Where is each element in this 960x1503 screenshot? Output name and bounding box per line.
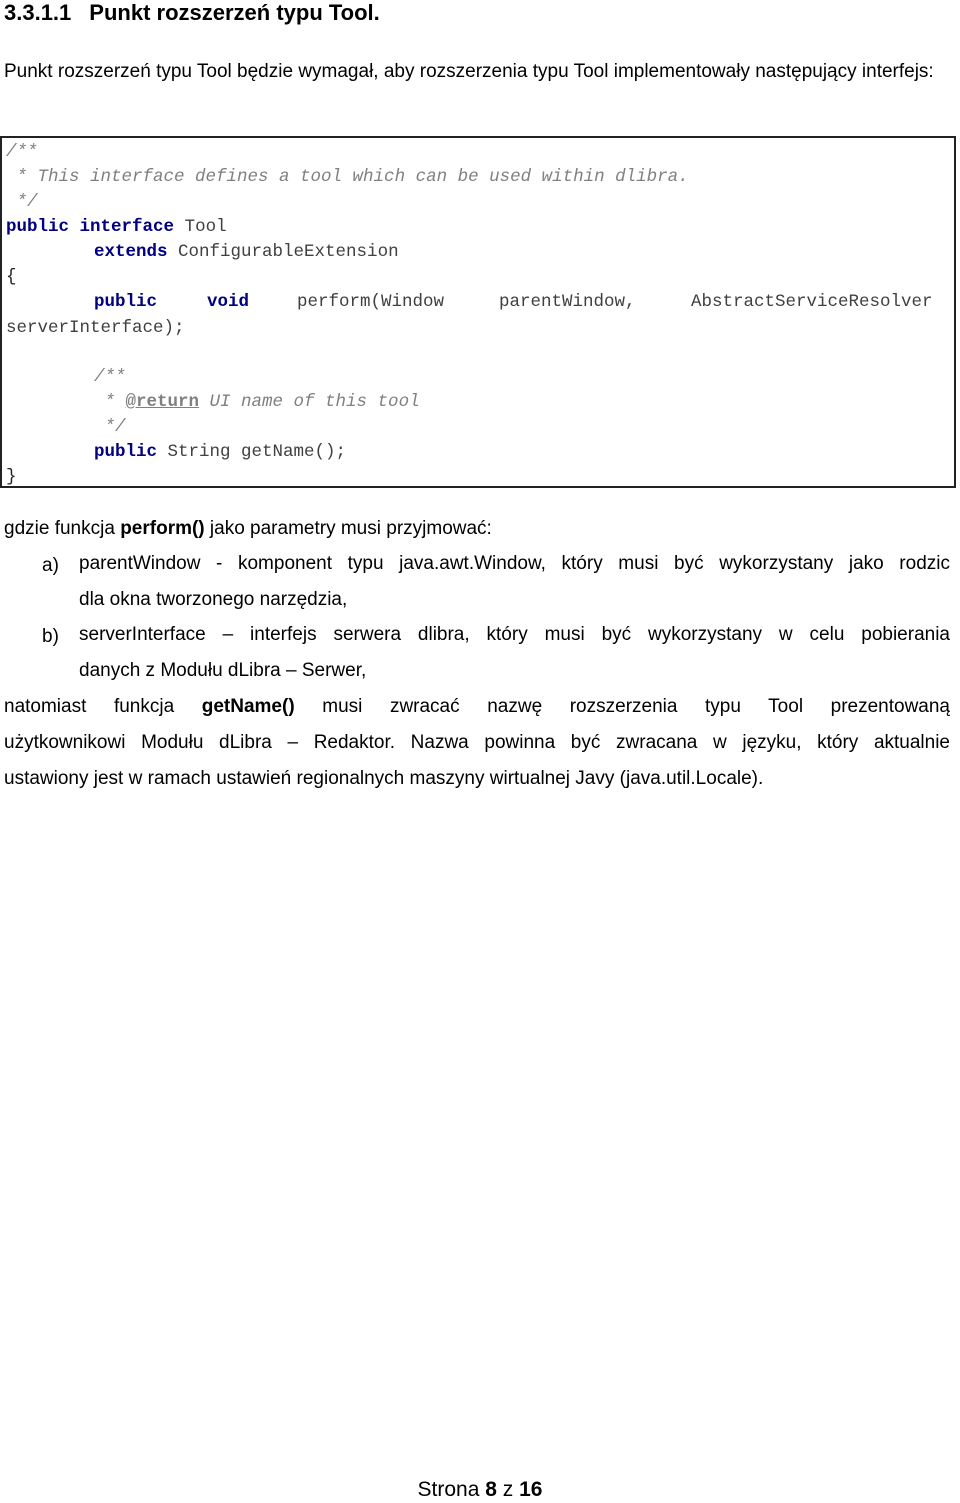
code-line: * This interface defines a tool which can be used within dlibra.: [6, 167, 689, 187]
code-line: serverInterface);: [6, 318, 185, 338]
footer-text: z: [496, 1478, 520, 1501]
code-line: */: [6, 192, 38, 212]
text-span: gdzie funkcja: [4, 518, 121, 539]
page-footer: [0, 1478, 960, 1502]
code-identifier: String getName();: [167, 442, 347, 462]
section-heading: [4, 0, 380, 26]
code-line: [6, 215, 227, 240]
footer-text: Strona: [417, 1478, 486, 1501]
paragraph-getname-line3: ustawiony jest w ramach ustawień regionalnych maszyny wirtualnej Javy (java.util.Locale).: [4, 768, 764, 789]
text-span: natomiast funkcja: [4, 696, 202, 717]
code-line: [94, 440, 346, 465]
code-keyword: public: [94, 442, 158, 462]
intro-paragraph: Punkt rozszerzeń typu Tool będzie wymagał, aby rozszerzenia typu Tool implementowały następujący interfejs:: [4, 61, 934, 82]
section-title: Punkt rozszerzeń typu Tool.: [89, 0, 380, 25]
bold-term: getName(): [201, 696, 295, 717]
code-identifier: parentWindow,: [499, 292, 636, 312]
code-line: [94, 240, 399, 265]
code-keyword: extends: [94, 242, 168, 262]
paragraph-getname-line1: [4, 689, 950, 725]
code-line: /**: [6, 142, 38, 162]
bold-term: perform(): [120, 518, 205, 539]
text-span: musi zwracać nazwę rozszerzenia typu Tool prezentowaną: [294, 696, 950, 717]
code-identifier: AbstractServiceResolver: [691, 292, 933, 312]
code-identifier: perform(Window: [297, 292, 445, 312]
code-line: */: [94, 417, 126, 437]
page-total: 16: [519, 1478, 543, 1501]
code-line: }: [6, 467, 17, 487]
list-label-b: b): [42, 626, 59, 647]
code-block: [0, 136, 956, 488]
paragraph-getname-line2: użytkownikowi Modułu dLibra – Redaktor. Nazwa powinna być zwracana w języku, który aktualnie: [4, 732, 950, 753]
section-number: 3.3.1.1: [4, 0, 72, 25]
code-line: /**: [94, 367, 126, 387]
code-comment: UI name of this tool: [199, 392, 420, 412]
list-item-b-line2: danych z Modułu dLibra – Serwer,: [79, 660, 367, 681]
code-keyword: interface: [79, 217, 175, 237]
code-identifier: ConfigurableExtension: [178, 242, 399, 262]
page-number: 8: [485, 1478, 497, 1501]
list-label-a: a): [42, 555, 59, 576]
code-keyword: public: [6, 217, 70, 237]
list-item-b-line1: serverInterface – interfejs serwera dlibra, który musi być wykorzystany w celu pobierania: [79, 624, 950, 645]
paragraph-perform: [4, 511, 492, 547]
list-item-a-line1: parentWindow - komponent typu java.awt.Window, który musi być wykorzystany jako rodzic: [79, 553, 950, 574]
code-keyword: public: [94, 292, 158, 312]
code-line: {: [6, 267, 17, 287]
code-keyword: void: [207, 292, 250, 312]
code-comment: *: [94, 392, 126, 412]
code-line: [94, 390, 420, 415]
code-javadoc-tag: @return: [125, 392, 200, 412]
text-span: jako parametry musi przyjmować:: [204, 518, 492, 539]
code-identifier: Tool: [184, 217, 227, 237]
list-item-a-line2: dla okna tworzonego narzędzia,: [79, 589, 348, 610]
